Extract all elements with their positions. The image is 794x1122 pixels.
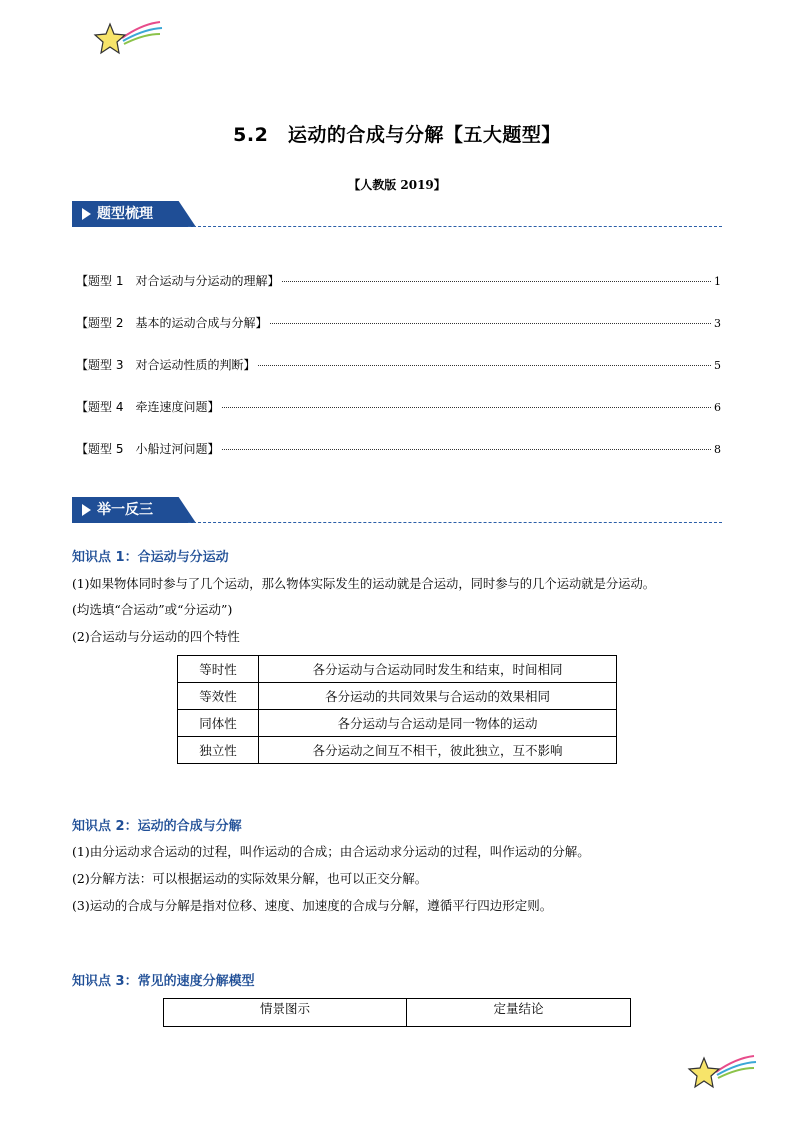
toc-leader <box>222 448 711 450</box>
page-title: 5.2 运动的合成与分解【五大题型】 <box>233 124 561 146</box>
shooting-star-icon <box>92 18 164 60</box>
toc-heading: 题型梳理 <box>97 206 153 222</box>
kp1-paragraph: (均选填“合运动”或“分运动”) <box>72 602 233 617</box>
kp3-heading: 知识点 3：常见的速度分解模型 <box>72 974 255 989</box>
kp2-paragraph: (1)由分运动求合运动的过程，叫作运动的合成；由合运动求分运动的过程，叫作运动的分解。 <box>72 844 590 859</box>
table-cell-key: 独立性 <box>178 737 259 764</box>
kp2-heading: 知识点 2：运动的合成与分解 <box>72 819 242 834</box>
toc-leader <box>270 322 711 324</box>
toc-entry-page: 5 <box>714 359 721 372</box>
kp2-paragraph: (2)分解方法：可以根据运动的实际效果分解，也可以正交分解。 <box>72 871 428 886</box>
table-row <box>164 999 631 1027</box>
practice-section-header <box>72 497 722 523</box>
table-cell-desc: 各分运动之间互不相干，彼此独立，互不影响 <box>259 737 617 764</box>
table-cell-desc: 各分运动的共同效果与合运动的效果相同 <box>259 683 617 710</box>
table-row <box>178 710 617 737</box>
properties-table <box>177 655 617 764</box>
toc-entry-page: 3 <box>714 317 721 330</box>
table-cell-desc: 各分运动与合运动是同一物体的运动 <box>259 710 617 737</box>
table-row <box>178 737 617 764</box>
play-icon <box>82 504 91 516</box>
toc-entry[interactable] <box>76 356 721 374</box>
toc-entry[interactable] <box>76 440 721 458</box>
velocity-model-table <box>163 998 631 1027</box>
toc-entry[interactable] <box>76 272 721 290</box>
table-row <box>178 656 617 683</box>
table-row <box>178 683 617 710</box>
edition-label: 【人教版 2019】 <box>348 178 446 192</box>
kp1-paragraph: (1)如果物体同时参与了几个运动，那么物体实际发生的运动就是合运动，同时参与的几个运动就是分运动。 <box>72 577 656 591</box>
table-cell-desc: 各分运动与合运动同时发生和结束，时间相同 <box>259 656 617 683</box>
toc-entry-label: 【题型 4 牵连速度问题】 <box>76 400 220 414</box>
dashed-divider <box>188 226 722 227</box>
table-cell-key: 等效性 <box>178 683 259 710</box>
toc-entry-page: 1 <box>714 275 721 288</box>
toc-entry-label: 【题型 5 小船过河问题】 <box>76 442 220 456</box>
dashed-divider <box>188 522 722 523</box>
shooting-star-icon <box>686 1052 758 1094</box>
toc-entry-label: 【题型 1 对合运动与分运动的理解】 <box>76 274 280 288</box>
toc-leader <box>222 406 711 408</box>
toc-leader <box>282 280 711 282</box>
toc-entry-page: 6 <box>714 401 721 414</box>
toc-leader <box>258 364 711 366</box>
toc-entry-page: 8 <box>714 443 721 456</box>
toc-entry[interactable] <box>76 314 721 332</box>
kp1-paragraph: (2)合运动与分运动的四个特性 <box>72 629 240 644</box>
table-cell-key: 同体性 <box>178 710 259 737</box>
kp1-heading: 知识点 1：合运动与分运动 <box>72 550 229 565</box>
toc-section-header <box>72 201 722 227</box>
toc-entry[interactable] <box>76 398 721 416</box>
toc-entry-label: 【题型 2 基本的运动合成与分解】 <box>76 316 268 330</box>
table-header-conclusion: 定量结论 <box>407 999 631 1027</box>
kp2-paragraph: (3)运动的合成与分解是指对位移、速度、加速度的合成与分解，遵循平行四边形定则。 <box>72 898 553 913</box>
practice-heading: 举一反三 <box>97 502 153 518</box>
table-header-scene: 情景图示 <box>164 999 407 1027</box>
toc-entry-label: 【题型 3 对合运动性质的判断】 <box>76 358 256 372</box>
play-icon <box>82 208 91 220</box>
table-cell-key: 等时性 <box>178 656 259 683</box>
